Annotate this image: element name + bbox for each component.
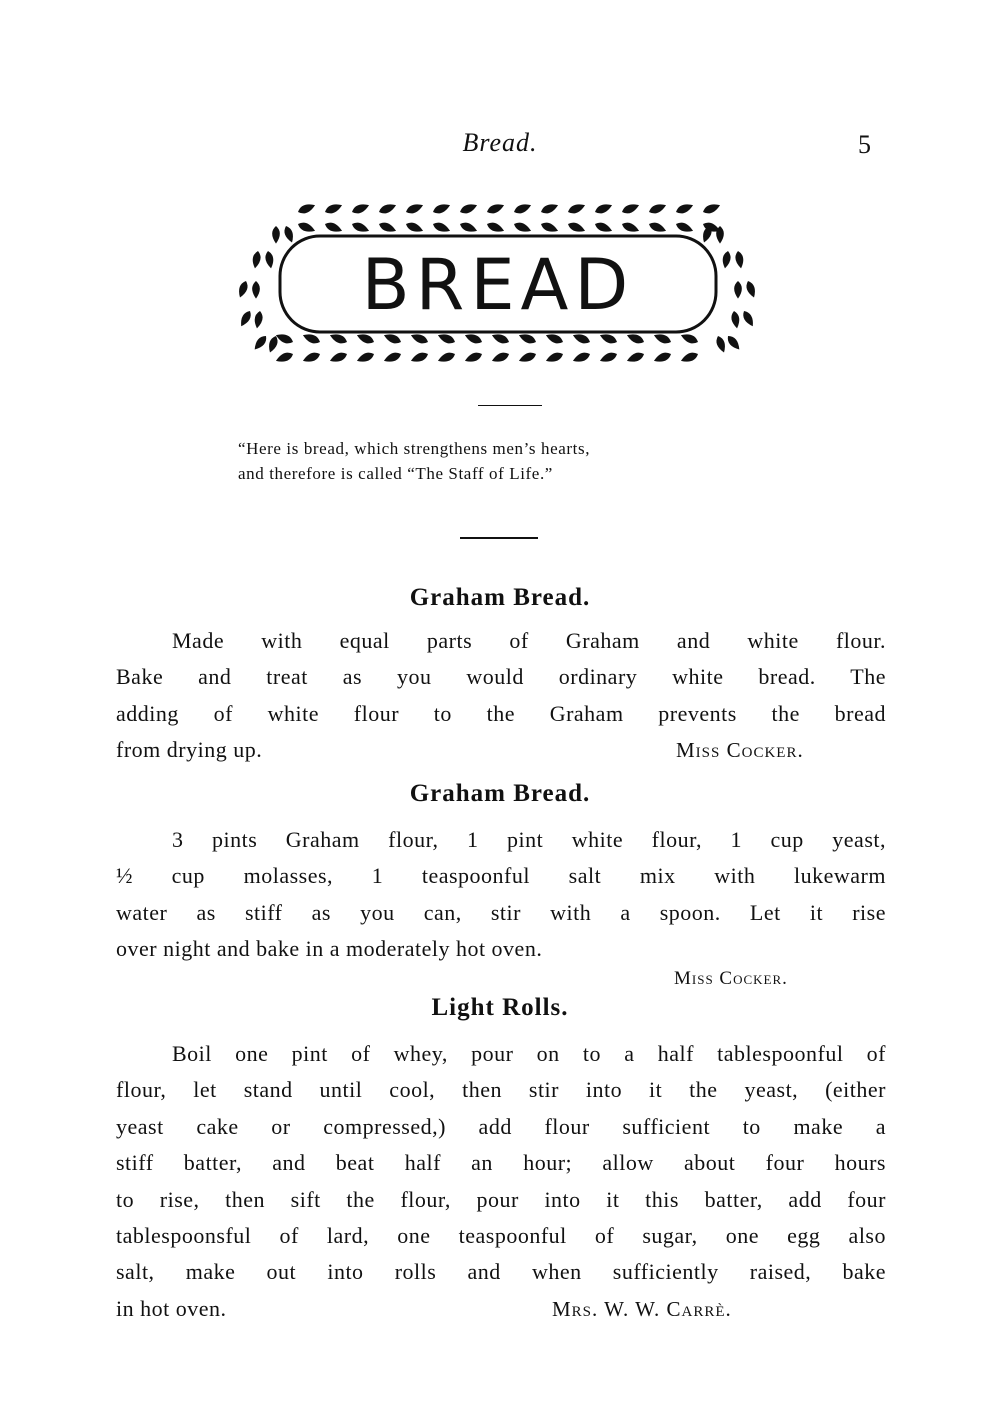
laurel-leaf	[620, 220, 640, 234]
laurel-leaf	[571, 331, 591, 345]
laurel-leaf	[679, 331, 699, 345]
laurel-leaf	[517, 331, 537, 345]
laurel-leaf	[266, 335, 279, 354]
laurel-leaf	[463, 350, 483, 364]
laurel-leaf	[674, 201, 694, 215]
short-rule	[478, 405, 542, 406]
recipe-line	[116, 1291, 886, 1327]
laurel-leaf	[544, 350, 564, 364]
recipe-line: 3 pints Graham flour, 1 pint white flour, 1 cup yeast,	[172, 827, 886, 852]
laurel-leaf	[625, 331, 645, 345]
laurel-leaf	[458, 220, 478, 234]
laurel-leaf	[571, 350, 591, 364]
laurel-leaf	[458, 201, 478, 215]
laurel-leaf	[463, 331, 483, 345]
laurel-leaf	[566, 220, 586, 234]
recipe-line: yeast cake or compressed,) add flour sufficient to make a	[116, 1113, 886, 1139]
laurel-leaf	[328, 331, 348, 345]
laurel-leaf	[404, 220, 424, 234]
recipe-line: stiff batter, and beat half an hour; allow about four hours	[116, 1150, 886, 1176]
recipe-author: Miss Cocker.	[676, 738, 804, 763]
laurel-leaf	[652, 350, 672, 364]
laurel-leaf	[566, 201, 586, 215]
laurel-leaf	[274, 350, 294, 364]
recipe-body	[116, 623, 886, 769]
recipe-line: adding of white flour to the Graham prevents the bread	[116, 700, 886, 726]
laurel-leaf	[382, 331, 402, 345]
section-rule	[460, 537, 538, 539]
laurel-leaf	[323, 201, 343, 215]
laurel-leaf	[296, 201, 316, 215]
laurel-leaf	[436, 331, 456, 345]
laurel-leaf	[593, 201, 613, 215]
recipe-line-text: from drying up.	[116, 737, 263, 763]
recipe-line-text: in hot oven.	[116, 1295, 227, 1321]
recipe-body	[116, 822, 886, 968]
laurel-leaf	[355, 331, 375, 345]
laurel-leaf	[409, 350, 429, 364]
laurel-leaf	[485, 201, 505, 215]
laurel-leaf	[301, 331, 321, 345]
laurel-leaf	[725, 334, 742, 352]
laurel-leaf	[517, 350, 537, 364]
recipe-line: flour, let stand until cool, then stir into it the yeast, (either	[116, 1077, 886, 1103]
recipe-line: tablespoonsful of lard, one teaspoonful of sugar, one egg also	[116, 1223, 886, 1249]
recipe-body	[116, 1036, 886, 1327]
recipe-line: ½ cup molasses, 1 teaspoonful salt mix with lukewarm	[116, 863, 886, 889]
laurel-leaf	[544, 331, 564, 345]
laurel-leaf	[274, 331, 294, 345]
recipe-author: Mrs. W. W. Carrè.	[552, 1296, 732, 1321]
laurel-leaf	[512, 220, 532, 234]
laurel-leaf	[252, 334, 269, 352]
recipe-line: over night and bake in a moderately hot oven.	[116, 936, 543, 962]
epigraph-line-2: and therefore is called “The Staff of Life.”	[238, 464, 553, 483]
laurel-leaf	[539, 220, 559, 234]
laurel-leaf	[328, 350, 348, 364]
recipe-line: Boil one pint of whey, pour on to a half tablespoonful of	[172, 1041, 886, 1066]
recipe-line: Bake and treat as you would ordinary white bread. The	[116, 664, 886, 690]
laurel-leaf	[674, 220, 694, 234]
laurel-leaf	[647, 220, 667, 234]
laurel-leaf	[714, 335, 727, 354]
laurel-leaf	[431, 220, 451, 234]
epigraph-line-1: “Here is bread, which strengthens men’s hearts,	[238, 439, 591, 458]
laurel-leaf	[409, 331, 429, 345]
recipe-line: water as stiff as you can, stir with a spoon. Let it rise	[116, 899, 886, 925]
laurel-leaf	[355, 350, 375, 364]
laurel-leaf	[485, 220, 505, 234]
recipe-title: Light Rolls.	[431, 994, 569, 1021]
laurel-leaf	[512, 201, 532, 215]
laurel-leaf	[296, 220, 316, 234]
recipe-line: Made with equal parts of Graham and white flour.	[172, 628, 886, 653]
running-head: Bread.	[462, 128, 538, 157]
banner-title: BREAD	[361, 244, 635, 326]
laurel-leaf	[377, 220, 397, 234]
laurel-leaf	[377, 201, 397, 215]
laurel-leaf	[620, 201, 640, 215]
laurel-leaf	[701, 201, 721, 215]
recipe-line: salt, make out into rolls and when sufficiently raised, bake	[116, 1259, 886, 1285]
laurel-leaf	[490, 350, 510, 364]
laurel-leaf	[382, 350, 402, 364]
recipe-title: Graham Bread.	[409, 780, 591, 807]
laurel-leaf	[647, 201, 667, 215]
laurel-leaf	[350, 201, 370, 215]
laurel-leaf	[598, 331, 618, 345]
laurel-leaf	[431, 201, 451, 215]
laurel-leaf	[598, 350, 618, 364]
recipe-author: Miss Cocker.	[674, 968, 788, 989]
laurel-leaf	[301, 350, 321, 364]
laurel-leaf	[593, 220, 613, 234]
laurel-leaf	[350, 220, 370, 234]
epigraph	[238, 436, 778, 486]
laurel-leaf	[323, 220, 343, 234]
recipe-line	[116, 732, 886, 768]
laurel-leaf	[679, 350, 699, 364]
recipe-line: to rise, then sift the flour, pour into it this batter, add four	[116, 1186, 886, 1212]
page-number: 5	[858, 130, 871, 159]
recipe-title: Graham Bread.	[409, 584, 591, 611]
laurel-leaf	[436, 350, 456, 364]
laurel-leaf	[539, 201, 559, 215]
laurel-leaf	[652, 331, 672, 345]
laurel-leaf	[625, 350, 645, 364]
laurel-leaf	[490, 331, 510, 345]
laurel-leaf	[404, 201, 424, 215]
